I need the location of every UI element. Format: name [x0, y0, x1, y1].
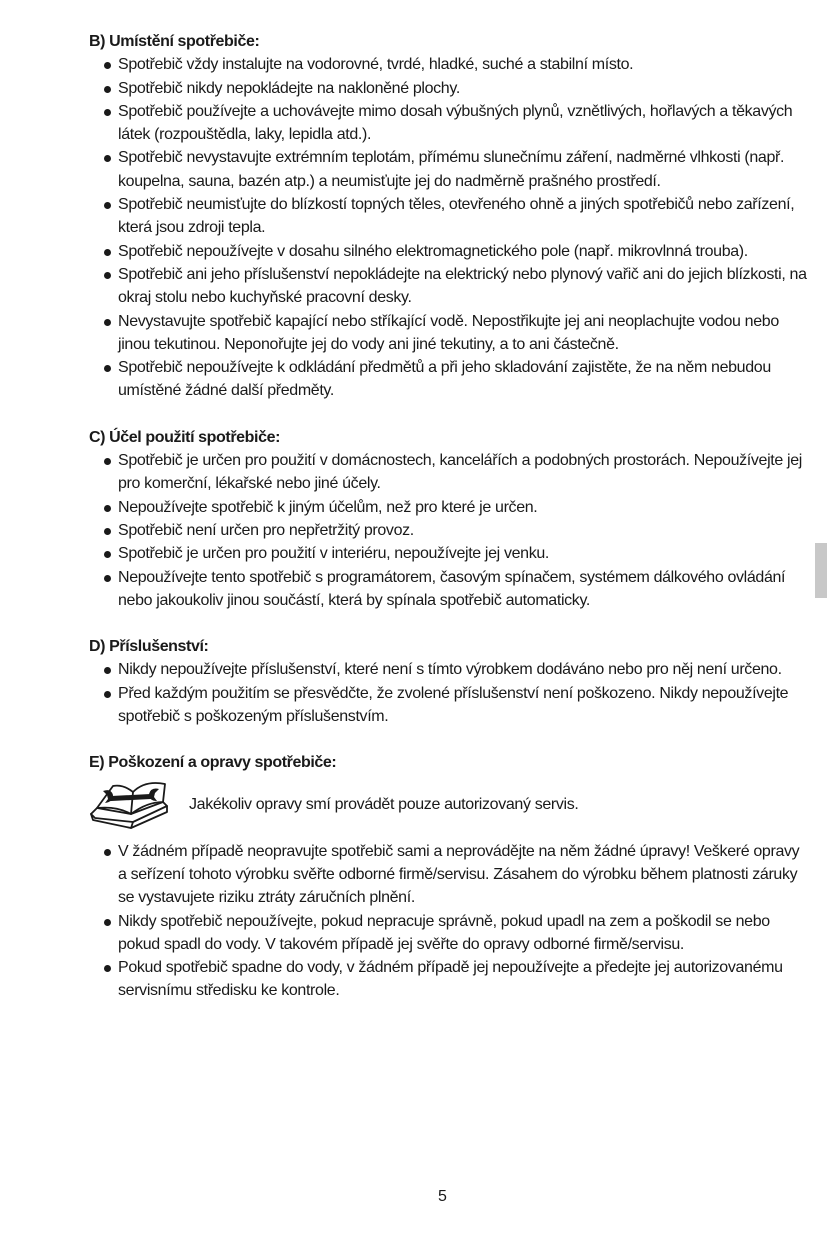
section-accessories — [89, 635, 809, 728]
section-intended-use — [89, 426, 809, 612]
section-title-damage-repairs: E) Poškození a opravy spotřebiče: — [89, 754, 337, 772]
service-note-text: Jakékoliv opravy smí provádět pouze autorizovaný servis. — [189, 795, 579, 813]
service-manual-wrench-icon — [89, 778, 169, 830]
service-notice — [89, 778, 809, 840]
list-item: Spotřebič nepoužívejte k odkládání předmětů a při jeho skladování zajistěte, že na něm nebudou umístěné žádné další předměty. — [89, 356, 809, 403]
list-item: Spotřebič není určen pro nepřetržitý provoz. — [89, 519, 809, 542]
intended-use-list — [89, 449, 809, 612]
section-spacer — [89, 612, 809, 635]
section-title-accessories: D) Příslušenství: — [89, 638, 209, 656]
section-spacer — [89, 403, 809, 426]
list-item: Spotřebič používejte a uchovávejte mimo dosah výbušných plynů, vznětlivých, hořlavých a těkavých látek (rozpouštědla, laky, lepidla atd.). — [89, 100, 809, 147]
page-content — [89, 30, 809, 1003]
damage-repairs-list — [89, 840, 809, 1003]
list-item: Spotřebič je určen pro použití v domácnostech, kancelářích a podobných prostorách. Nepoužívejte jej pro komerční, lékařské nebo jiné účely. — [89, 449, 809, 496]
page-number: 5 — [438, 1188, 447, 1205]
list-item: Spotřebič ani jeho příslušenství nepokládejte na elektrický nebo plynový vařič ani do jejich blízkosti, na okraj stolu nebo kuchyňské pracovní desky. — [89, 263, 809, 310]
list-item: Spotřebič nevystavujte extrémním teplotám, přímému slunečnímu záření, nadměrné vlhkosti (např. koupelna, sauna, bazén atp.) a neumisťujte jej do nadměrně prašného prostředí. — [89, 146, 809, 193]
chapter-thumb-tab — [815, 543, 827, 598]
section-spacer — [89, 728, 809, 751]
list-item: Nikdy nepoužívejte příslušenství, které není s tímto výrobkem dodáváno nebo pro něj není určeno. — [89, 658, 809, 681]
list-item: V žádném případě neopravujte spotřebič sami a neprovádějte na něm žádné úpravy! Veškeré opravy a seřízení tohoto výrobku svěřte odborné firmě/servisu. Zásahem do výrobku během platnosti záruky se vystavujete riziku ztráty záručních plnění. — [89, 840, 809, 910]
section-title-intended-use: C) Účel použití spotřebiče: — [89, 428, 280, 446]
section-damage-repairs — [89, 751, 809, 1002]
accessories-list — [89, 658, 809, 728]
list-item: Spotřebič nikdy nepokládejte na nakloněné plochy. — [89, 77, 809, 100]
list-item: Spotřebič nepoužívejte v dosahu silného elektromagnetického pole (např. mikrovlnná trouba). — [89, 240, 809, 263]
list-item: Nevystavujte spotřebič kapající nebo stříkající vodě. Nepostřikujte jej ani neoplachujte vodou nebo jinou tekutinou. Neponořujte jej do vody ani jiné tekutiny, a to ani částečně. — [89, 310, 809, 357]
list-item: Před každým použitím se přesvědčte, že zvolené příslušenství není poškozeno. Nikdy nepoužívejte spotřebič s poškozeným příslušenstvím. — [89, 682, 809, 729]
list-item: Nepoužívejte tento spotřebič s programátorem, časovým spínačem, systémem dálkového ovládání nebo jakoukoliv jinou součástí, která by spínala spotřebič automaticky. — [89, 566, 809, 613]
list-item: Pokud spotřebič spadne do vody, v žádném případě jej nepoužívejte a předejte jej autorizovanému servisnímu středisku ke kontrole. — [89, 956, 809, 1003]
list-item: Spotřebič je určen pro použití v interiéru, nepoužívejte jej venku. — [89, 542, 809, 565]
placement-list — [89, 53, 809, 402]
list-item: Nepoužívejte spotřebič k jiným účelům, než pro které je určen. — [89, 496, 809, 519]
list-item: Spotřebič vždy instalujte na vodorovné, tvrdé, hladké, suché a stabilní místo. — [89, 53, 809, 76]
list-item: Spotřebič neumisťujte do blízkostí topných těles, otevřeného ohně a jiných spotřebičů nebo zařízení, která jsou zdroji tepla. — [89, 193, 809, 240]
section-placement — [89, 30, 809, 403]
section-title-placement: B) Umístění spotřebiče: — [89, 33, 260, 50]
list-item: Nikdy spotřebič nepoužívejte, pokud nepracuje správně, pokud upadl na zem a poškodil se nebo pokud spadl do vody. V takovém případě jej svěřte do opravy odborné firmě/servisu. — [89, 910, 809, 957]
